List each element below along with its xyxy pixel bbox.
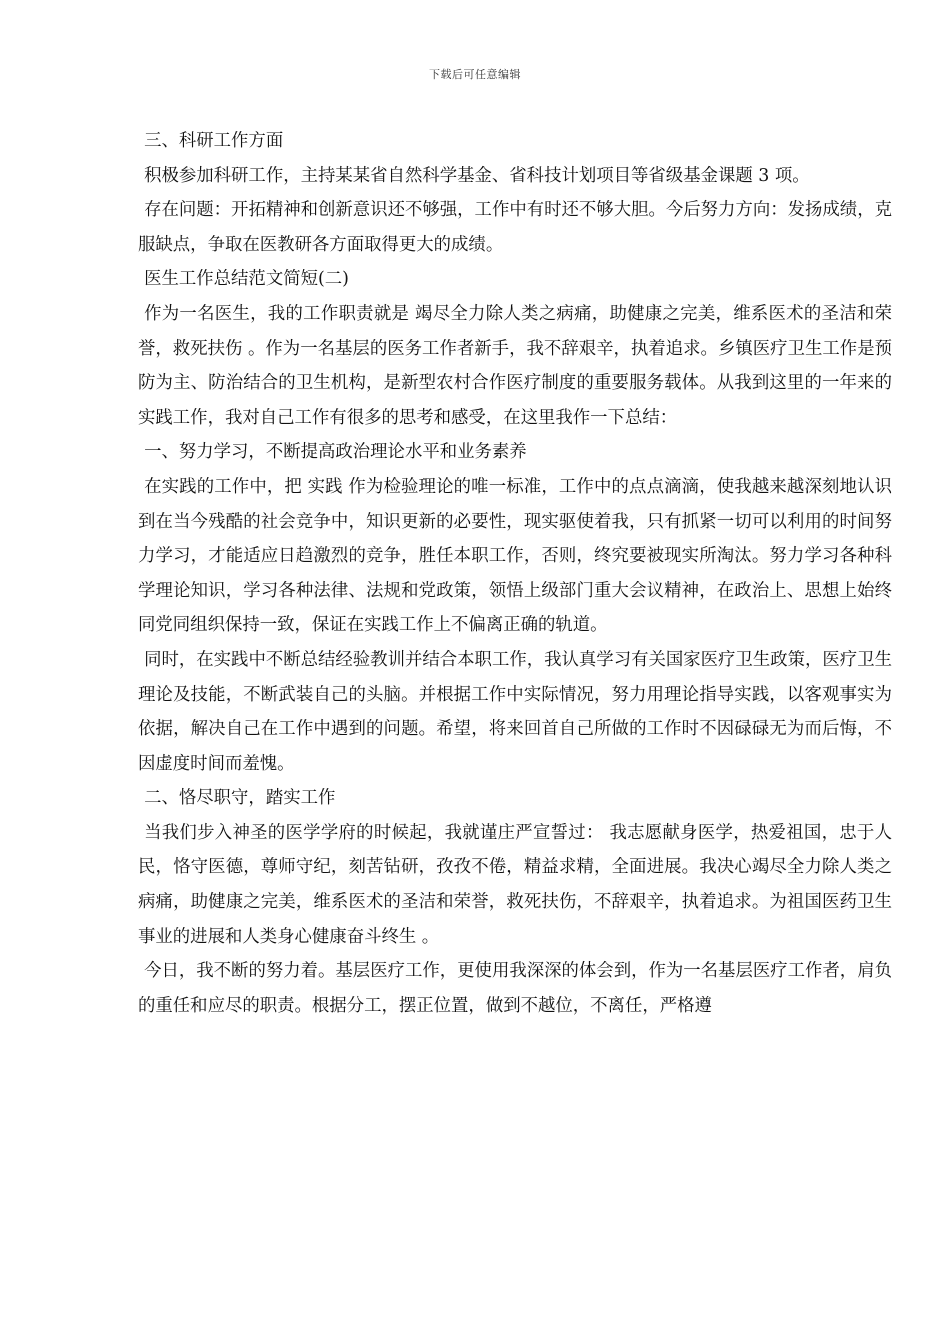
section-heading-study: 一、努力学习，不断提高政治理论水平和业务素养 [144, 442, 527, 463]
document-body [138, 124, 892, 1023]
paragraph-practice-study: 在实践的工作中，把 实践 作为检验理论的唯一标准，工作中的点点滴滴，使我越来越深刻地认识到在当今残酷的社会竞争中，知识更新的必要性，现实驱使着我，只有抓紧一切可以利用的时间努力学习，才能适应日趋激烈的竞争，胜任本职工作，否则，终究要被现实所淘汰。努力学习各种科学理论知识，学习各种法律、法规和党政策，领悟上级部门重大会议精神，在政治上、思想上始终同党同组织保持一致，保证在实践工作上不偏离正确的轨道。 [138, 476, 892, 636]
article-title-part-two: 医生工作总结范文简短(二) [144, 269, 349, 290]
section-heading-duty: 二、恪尽职守，踏实工作 [144, 788, 336, 809]
paragraph-summarize-experience: 同时，在实践中不断总结经验教训并结合本职工作，我认真学习有关国家医疗卫生政策，医疗卫生理论及技能，不断武装自己的头脑。并根据工作中实际情况，努力用理论指导实践，以客观事实为依据，解决自己在工作中遇到的问题。希望，将来回首自己所做的工作时不因碌碌无为而后悔，不因虚度时间而羞愧。 [138, 649, 892, 774]
section-heading-research: 三、科研工作方面 [144, 131, 284, 151]
paragraph-doctor-duties: 作为一名医生，我的工作职责就是 竭尽全力除人类之病痛，助健康之完美，维系医术的圣洁和荣誉，救死扶伤 。作为一名基层的医务工作者新手，我不辞艰辛，执着追求。乡镇医疗卫生工作是预防为主、防治结合的卫生机构，是新型农村合作医疗制度的重要服务载体。从我到这里的一年来的实践工作，我对自己工作有很多的思考和感受，在这里我作一下总结： [138, 303, 892, 428]
paragraph-today-effort: 今日，我不断的努力着。基层医疗工作，更使用我深深的体会到，作为一名基层医疗工作者，肩负的重任和应尽的职责。根据分工，摆正位置，做到不越位，不离任，严格遵 [138, 961, 892, 1016]
paragraph-oath: 当我们步入神圣的医学学府的时候起，我就谨庄严宣誓过： 我志愿献身医学，热爱祖国，忠于人民，恪守医德，尊师守纪，刻苦钻研，孜孜不倦，精益求精，全面进展。我决心竭尽全力除人类之病痛，助健康之完美，维系医术的圣洁和荣誉，救死扶伤，不辞艰辛，执着追求。为祖国医药卫生事业的进展和人类身心健康奋斗终生 。 [138, 822, 892, 947]
page-header: 下载后可任意编辑 [429, 68, 521, 81]
paragraph-research-work: 积极参加科研工作，主持某某省自然科学基金、省科技计划项目等省级基金课题 3 项。 [144, 165, 810, 186]
paragraph-existing-problems: 存在问题：开拓精神和创新意识还不够强，工作中有时还不够大胆。今后努力方向：发扬成绩，克服缺点，争取在医教研各方面取得更大的成绩。 [138, 200, 892, 255]
